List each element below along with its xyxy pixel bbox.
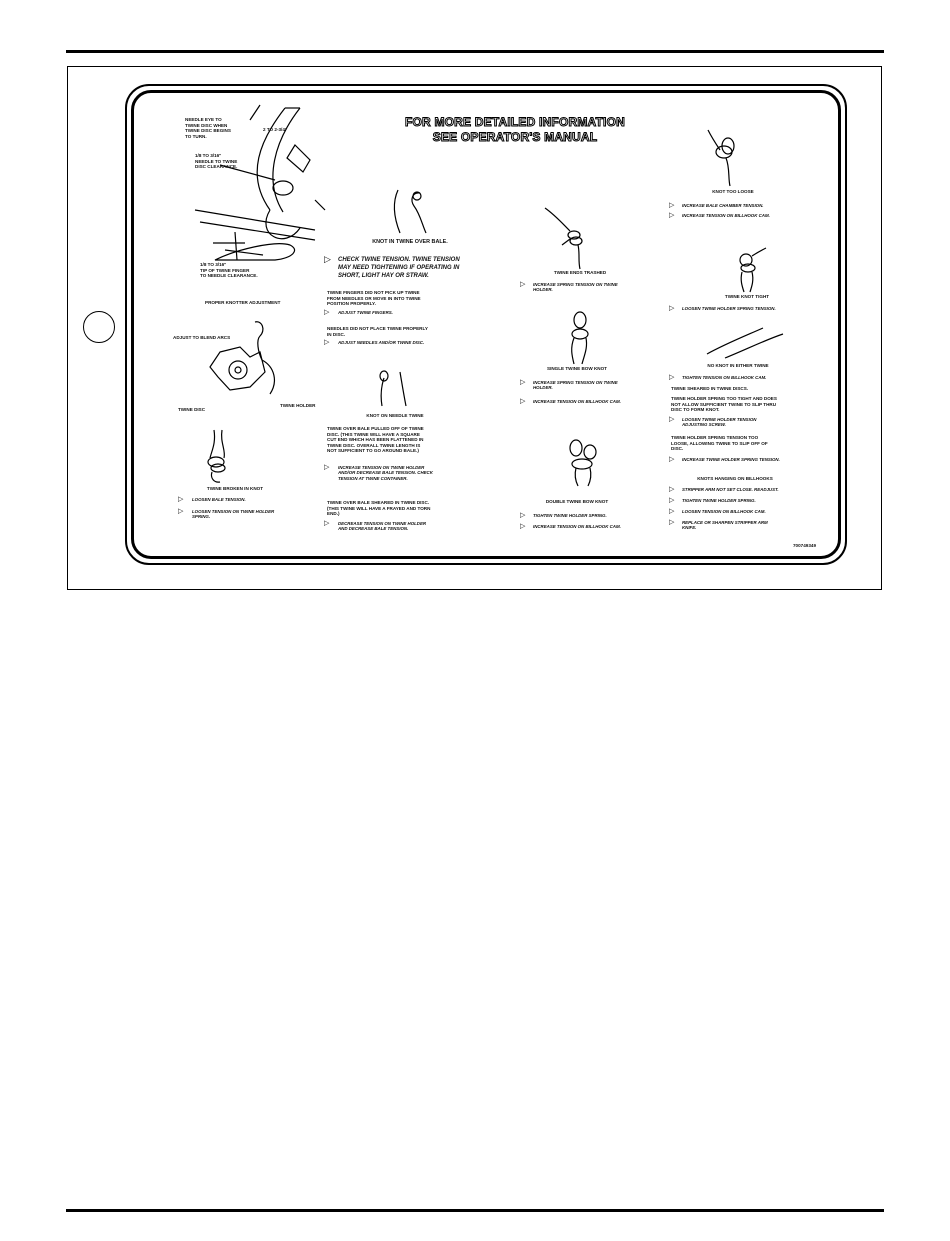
knot-in-twine-cause-1: TWINE FINGERS DID NOT PICK UP TWINE FROM NEEDLES OR MOVE IN INTO TWINE POSITION PROPERLY. xyxy=(327,290,421,307)
knot-too-tight-remedy: LOOSEN TWINE HOLDER SPRING TENSION. xyxy=(682,306,776,311)
knots-hanging-remedy-3: LOOSEN TENSION ON BILLHOOK CAM. xyxy=(682,509,766,514)
top-rule xyxy=(66,50,884,53)
knot-in-twine-title: KNOT IN TWINE OVER BALE. xyxy=(372,239,448,245)
header-line-1: FOR MORE DETAILED INFORMATION xyxy=(404,115,625,129)
knots-hanging-remedy-1: STRIPPER ARM NOT SET CLOSE. READJUST. xyxy=(682,487,779,492)
remedy-arrow-icon: ▷ xyxy=(178,496,184,503)
no-knot-title: NO KNOT IN EITHER TWINE xyxy=(707,363,769,368)
no-knot-cause-4: TWINE HOLDER SPRING TENSION TOO LOOSE, ALLOWING TWINE TO SLIP OFF OF DISC. xyxy=(671,435,768,452)
double-bow-title: DOUBLE TWINE BOW KNOT xyxy=(545,499,609,504)
part-number: 700749349 xyxy=(793,543,816,548)
header-line-2: SEE OPERATOR'S MANUAL xyxy=(432,130,598,144)
remedy-arrow-icon: ▷ xyxy=(324,464,330,471)
knots-hanging-remedy-4: REPLACE OR SHARPEN STRIPPER ARM KNIFE. xyxy=(682,520,768,531)
knots-hanging-title: KNOTS HANGING ON BILLHOOKS xyxy=(697,476,773,481)
knot-in-twine-cause-2: NEEDLES DID NOT PLACE TWINE PROPERLY IN DISC. xyxy=(327,326,428,337)
remedy-arrow-icon: ▷ xyxy=(669,212,675,219)
knot-in-twine-remedy-1: ADJUST TWINE FINGERS. xyxy=(338,310,393,315)
no-knot-illustration xyxy=(705,324,785,360)
twine-broken-remedy-2: LOOSEN TENSION ON TWINE HOLDER SPRING. xyxy=(192,509,275,520)
remedy-arrow-icon: ▷ xyxy=(669,508,675,515)
twine-broken-knot-illustration xyxy=(200,428,240,483)
remedy-arrow-icon: ▷ xyxy=(520,379,526,386)
remedy-arrow-icon: ▷ xyxy=(669,305,675,312)
remedy-arrow-icon: ▷ xyxy=(520,281,526,288)
remedy-arrow-icon: ▷ xyxy=(669,497,675,504)
bottom-rule xyxy=(66,1209,884,1212)
remedy-arrow-icon: ▷ xyxy=(669,416,675,423)
knot-on-needle-cause-1: TWINE OVER BALE PULLED OFF OF TWINE DISC. (THIS TWINE WILL HAVE A SQUARE CUT END WHICH HAS BEEN FLATTENED IN TWINE DISC. OVERALL TWINE LENGTH IS NOT SUFFICIENT TO GO AROUND BALE.) xyxy=(327,426,424,454)
knot-too-loose-remedy-1: INCREASE BALE CHAMBER TENSION. xyxy=(682,203,764,208)
knot-in-twine-remedy: CHECK TWINE TENSION. TWINE TENSION MAY NEED TIGHTENING IF OPERATING IN SHORT, LIGHT HAY OR STRAW. xyxy=(338,257,460,279)
no-knot-cause-3: TWINE HOLDER SPRING TOO TIGHT AND DOES NOT ALLOW SUFFICIENT TWINE TO SLIP THRU DISC TO FORM KNOT. xyxy=(671,396,777,413)
knotter-illustration xyxy=(200,312,290,407)
no-knot-cause-2: TWINE SHEARED IN TWINE DISCS. xyxy=(671,386,749,391)
single-bow-knot-illustration xyxy=(560,310,600,365)
knot-on-needle-remedy-2: DECREASE TENSION ON TWINE HOLDER AND DECREASE BALE TENSION. xyxy=(338,521,427,532)
knot-too-loose-remedy-2: INCREASE TENSION ON BILLHOOK CAM. xyxy=(682,213,770,218)
remedy-arrow-icon: ▷ xyxy=(324,339,330,346)
twine-holder-label: TWINE HOLDER xyxy=(280,403,316,408)
remedy-arrow-icon: ▷ xyxy=(178,508,184,515)
knotter-adjustment-title: PROPER KNOTTER ADJUSTMENT xyxy=(205,300,281,305)
knot-too-loose-title: KNOT TOO LOOSE xyxy=(712,189,754,194)
knot-on-needle-illustration xyxy=(372,364,412,409)
remedy-arrow-icon: ▷ xyxy=(520,523,526,530)
needle-eye-value: 2 TO 2-3/4" xyxy=(263,127,288,132)
knot-too-loose-illustration xyxy=(700,128,745,186)
knot-too-tight-title: TWINE KNOT TIGHT xyxy=(724,294,770,299)
double-bow-knot-illustration xyxy=(560,436,605,486)
remedy-arrow-icon: ▷ xyxy=(324,254,331,264)
remedy-arrow-icon: ▷ xyxy=(520,398,526,405)
remedy-arrow-icon: ▷ xyxy=(669,374,675,381)
no-knot-remedy-1: TIGHTEN TENSION ON BILLHOOK CAM. xyxy=(682,375,767,380)
twine-ends-trashed-title: TWINE ENDS TRASHED xyxy=(553,270,607,275)
twine-broken-title: TWINE BROKEN IN KNOT xyxy=(206,486,264,491)
remedy-arrow-icon: ▷ xyxy=(669,202,675,209)
double-bow-remedy-1: TIGHTEN TWINE HOLDER SPRING. xyxy=(533,513,607,518)
remedy-arrow-icon: ▷ xyxy=(520,512,526,519)
no-knot-remedy-4: INCREASE TWINE HOLDER SPRING TENSION. xyxy=(682,457,780,462)
remedy-arrow-icon: ▷ xyxy=(669,486,675,493)
double-bow-remedy-2: INCREASE TENSION ON BILLHOOK CAM. xyxy=(533,524,621,529)
remedy-arrow-icon: ▷ xyxy=(324,309,330,316)
no-knot-remedy-3: LOOSEN TWINE HOLDER TENSION ADJUSTING SCREW. xyxy=(682,417,757,428)
twine-ends-trashed-illustration xyxy=(540,205,590,270)
knots-hanging-remedy-2: TIGHTEN TWINE HOLDER SPRING. xyxy=(682,498,756,503)
remedy-arrow-icon: ▷ xyxy=(669,519,675,526)
knot-too-tight-illustration xyxy=(728,246,768,292)
knot-on-needle-cause-2: TWINE OVER BALE SHEARED IN TWINE DISC. (THIS TWINE WILL HAVE A FRAYED AND TORN END.) xyxy=(327,500,431,517)
mounting-hole xyxy=(83,311,115,343)
knot-in-twine-illustration xyxy=(380,188,430,238)
single-bow-title: SINGLE TWINE BOW KNOT xyxy=(547,366,607,371)
knot-in-twine-remedy-2: ADJUST NEEDLES AND/OR TWINE DISC. xyxy=(338,340,425,345)
needle-eye-label: NEEDLE EYE TO TWINE DISC WHEN TWINE DISC BEGINS TO TURN. xyxy=(185,117,231,139)
single-bow-remedy-2: INCREASE TENSION ON BILLHOOK CAM. xyxy=(533,399,621,404)
twine-ends-trashed-remedy: INCREASE SPRING TENSION ON TWINE HOLDER. xyxy=(533,282,618,293)
remedy-arrow-icon: ▷ xyxy=(324,520,330,527)
twine-broken-remedy-1: LOOSEN BALE TENSION. xyxy=(192,497,246,502)
remedy-arrow-icon: ▷ xyxy=(669,456,675,463)
single-bow-remedy-1: INCREASE SPRING TENSION ON TWINE HOLDER. xyxy=(533,380,618,391)
finger-clearance-label: 1/8 TO 3/16" TIP OF TWINE FINGER TO NEEDLE CLEARANCE. xyxy=(200,262,258,279)
disc-clearance-label: 1/8 TO 3/16" NEEDLE TO TWINE DISC CLEARANCE. xyxy=(195,153,238,170)
knot-on-needle-title: KNOT ON NEEDLE TWINE xyxy=(366,413,424,418)
adjust-arcs-label: ADJUST TO BLEND ARCS xyxy=(173,335,231,340)
twine-disc-label: TWINE DISC xyxy=(178,407,206,412)
knot-on-needle-remedy-1: INCREASE TENSION ON TWINE HOLDER AND/OR DECREASE BALE TENSION. CHECK TENSION AT TWINE CONTAINER. xyxy=(338,465,433,481)
